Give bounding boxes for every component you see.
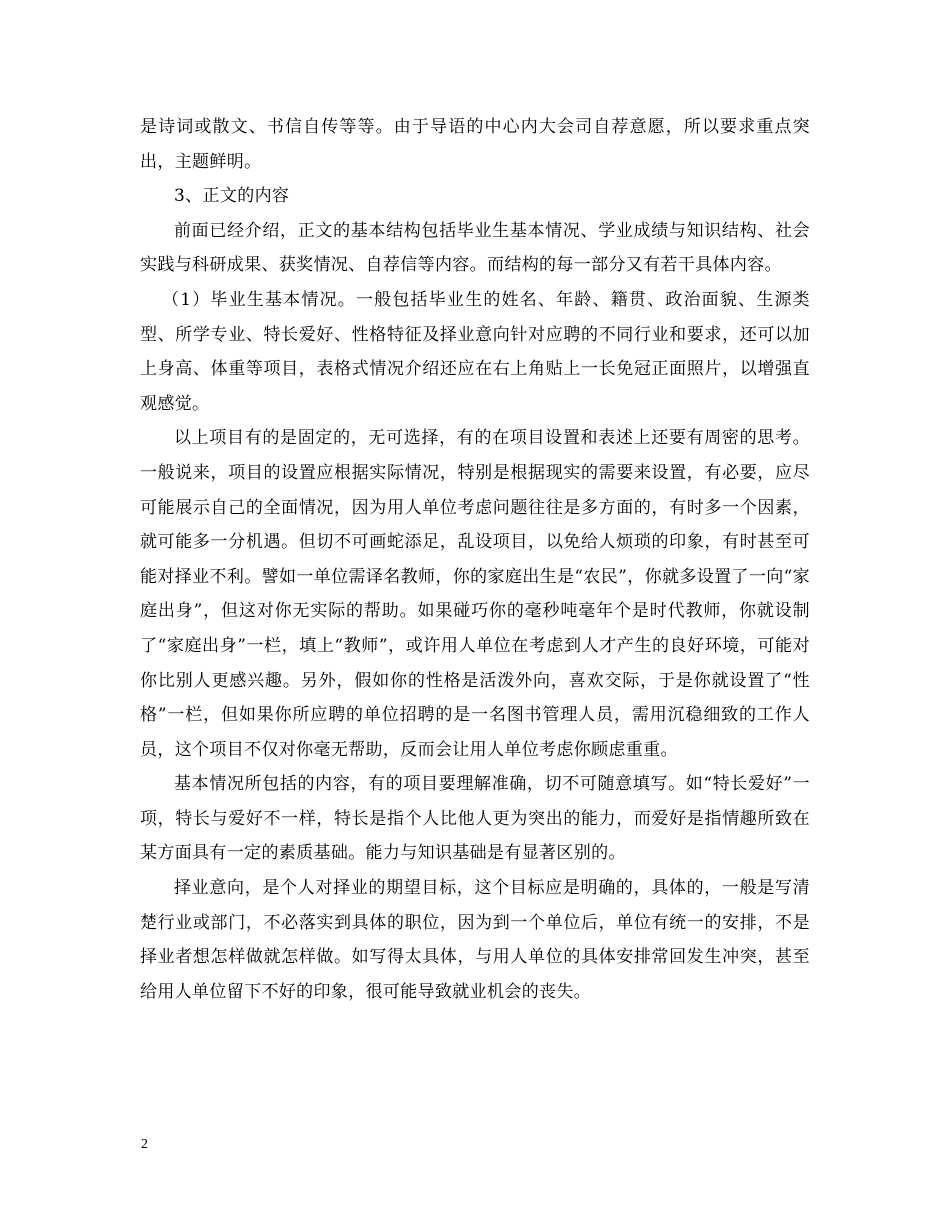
section-heading: 3、正文的内容 — [174, 186, 290, 207]
paragraph-career-intention: 择业意向，是个人对择业的期望目标，这个目标应是明确的，具体的，一般是写清楚行业或部门，不必落实到具体的职位，因为到一个单位后，单位有统一的安排，不是择业者想怎样做就怎样做。如写得太具体，与用人单位的具体安排常回发生冲突，甚至给用人单位留下不好的印象，很可能导致就业机会的丧失。 — [140, 878, 810, 1002]
paragraph-continuation: 是诗词或散文、书信自传等等。由于导语的中心内大会司自荐意愿，所以要求重点突出，主题鲜明。 — [140, 117, 810, 172]
paragraph-basic-content: 基本情况所包括的内容，有的项目要理解准确，切不可随意填写。如“特长爱好”一项，特长与爱好不一样，特长是指个人比他人更为突出的能力，而爱好是指情趣所致在某方面具有一定的素质基础。能力与知识基础是有显著区别的。 — [140, 774, 810, 864]
page-number: 2 — [141, 1137, 148, 1152]
paragraph-basic-info: （1）毕业生基本情况。一般包括毕业生的姓名、年龄、籍贯、政治面貌、生源类型、所学专业、特长爱好、性格特征及择业意向针对应聘的不同行业和要求，还可以加上身高、体重等项目，表格式情况介绍还应在右上角贴上一长免冠正面照片，以增强直观感觉。 — [140, 289, 810, 414]
document-body — [140, 110, 810, 1009]
paragraph-structure-intro: 前面已经介绍，正文的基本结构包括毕业生基本情况、学业成绩与知识结构、社会实践与科研成果、获奖情况、自荐信等内容。而结构的每一部分又有若干具体内容。 — [140, 220, 810, 276]
paragraph-item-settings: 以上项目有的是固定的，无可选择，有的在项目设置和表述上还要有周密的思考。一般说来，项目的设置应根据实际情况，特别是根据现实的需要来设置，有必要，应尽可能展示自己的全面情况，因为用人单位考虑问题往往是多方面的，有时多一个因素，就可能多一分机遇。但切不可画蛇添足，乱设项目，以免给人烦琐的印象，有时甚至可能对择业不利。譬如一单位需译名教师，你的家庭出生是“农民”，你就多设置了一向“家庭出身”，但这对你无实际的帮助。如果碰巧你的毫秒吨毫年个是时代教师，你就设制了“家庭出身”一栏，填上“教师”，或许用人单位在考虑到人才产生的良好环境，可能对你比别人更感兴趣。另外，假如你的性格是活泼外向，喜欢交际，于是你就设置了“性格”一栏，但如果你所应聘的单位招聘的是一名图书管理人员，需用沉稳细致的工作人员，这个项目不仅对你毫无帮助，反而会让用人单位考虑你顾虑重重。 — [140, 428, 810, 760]
